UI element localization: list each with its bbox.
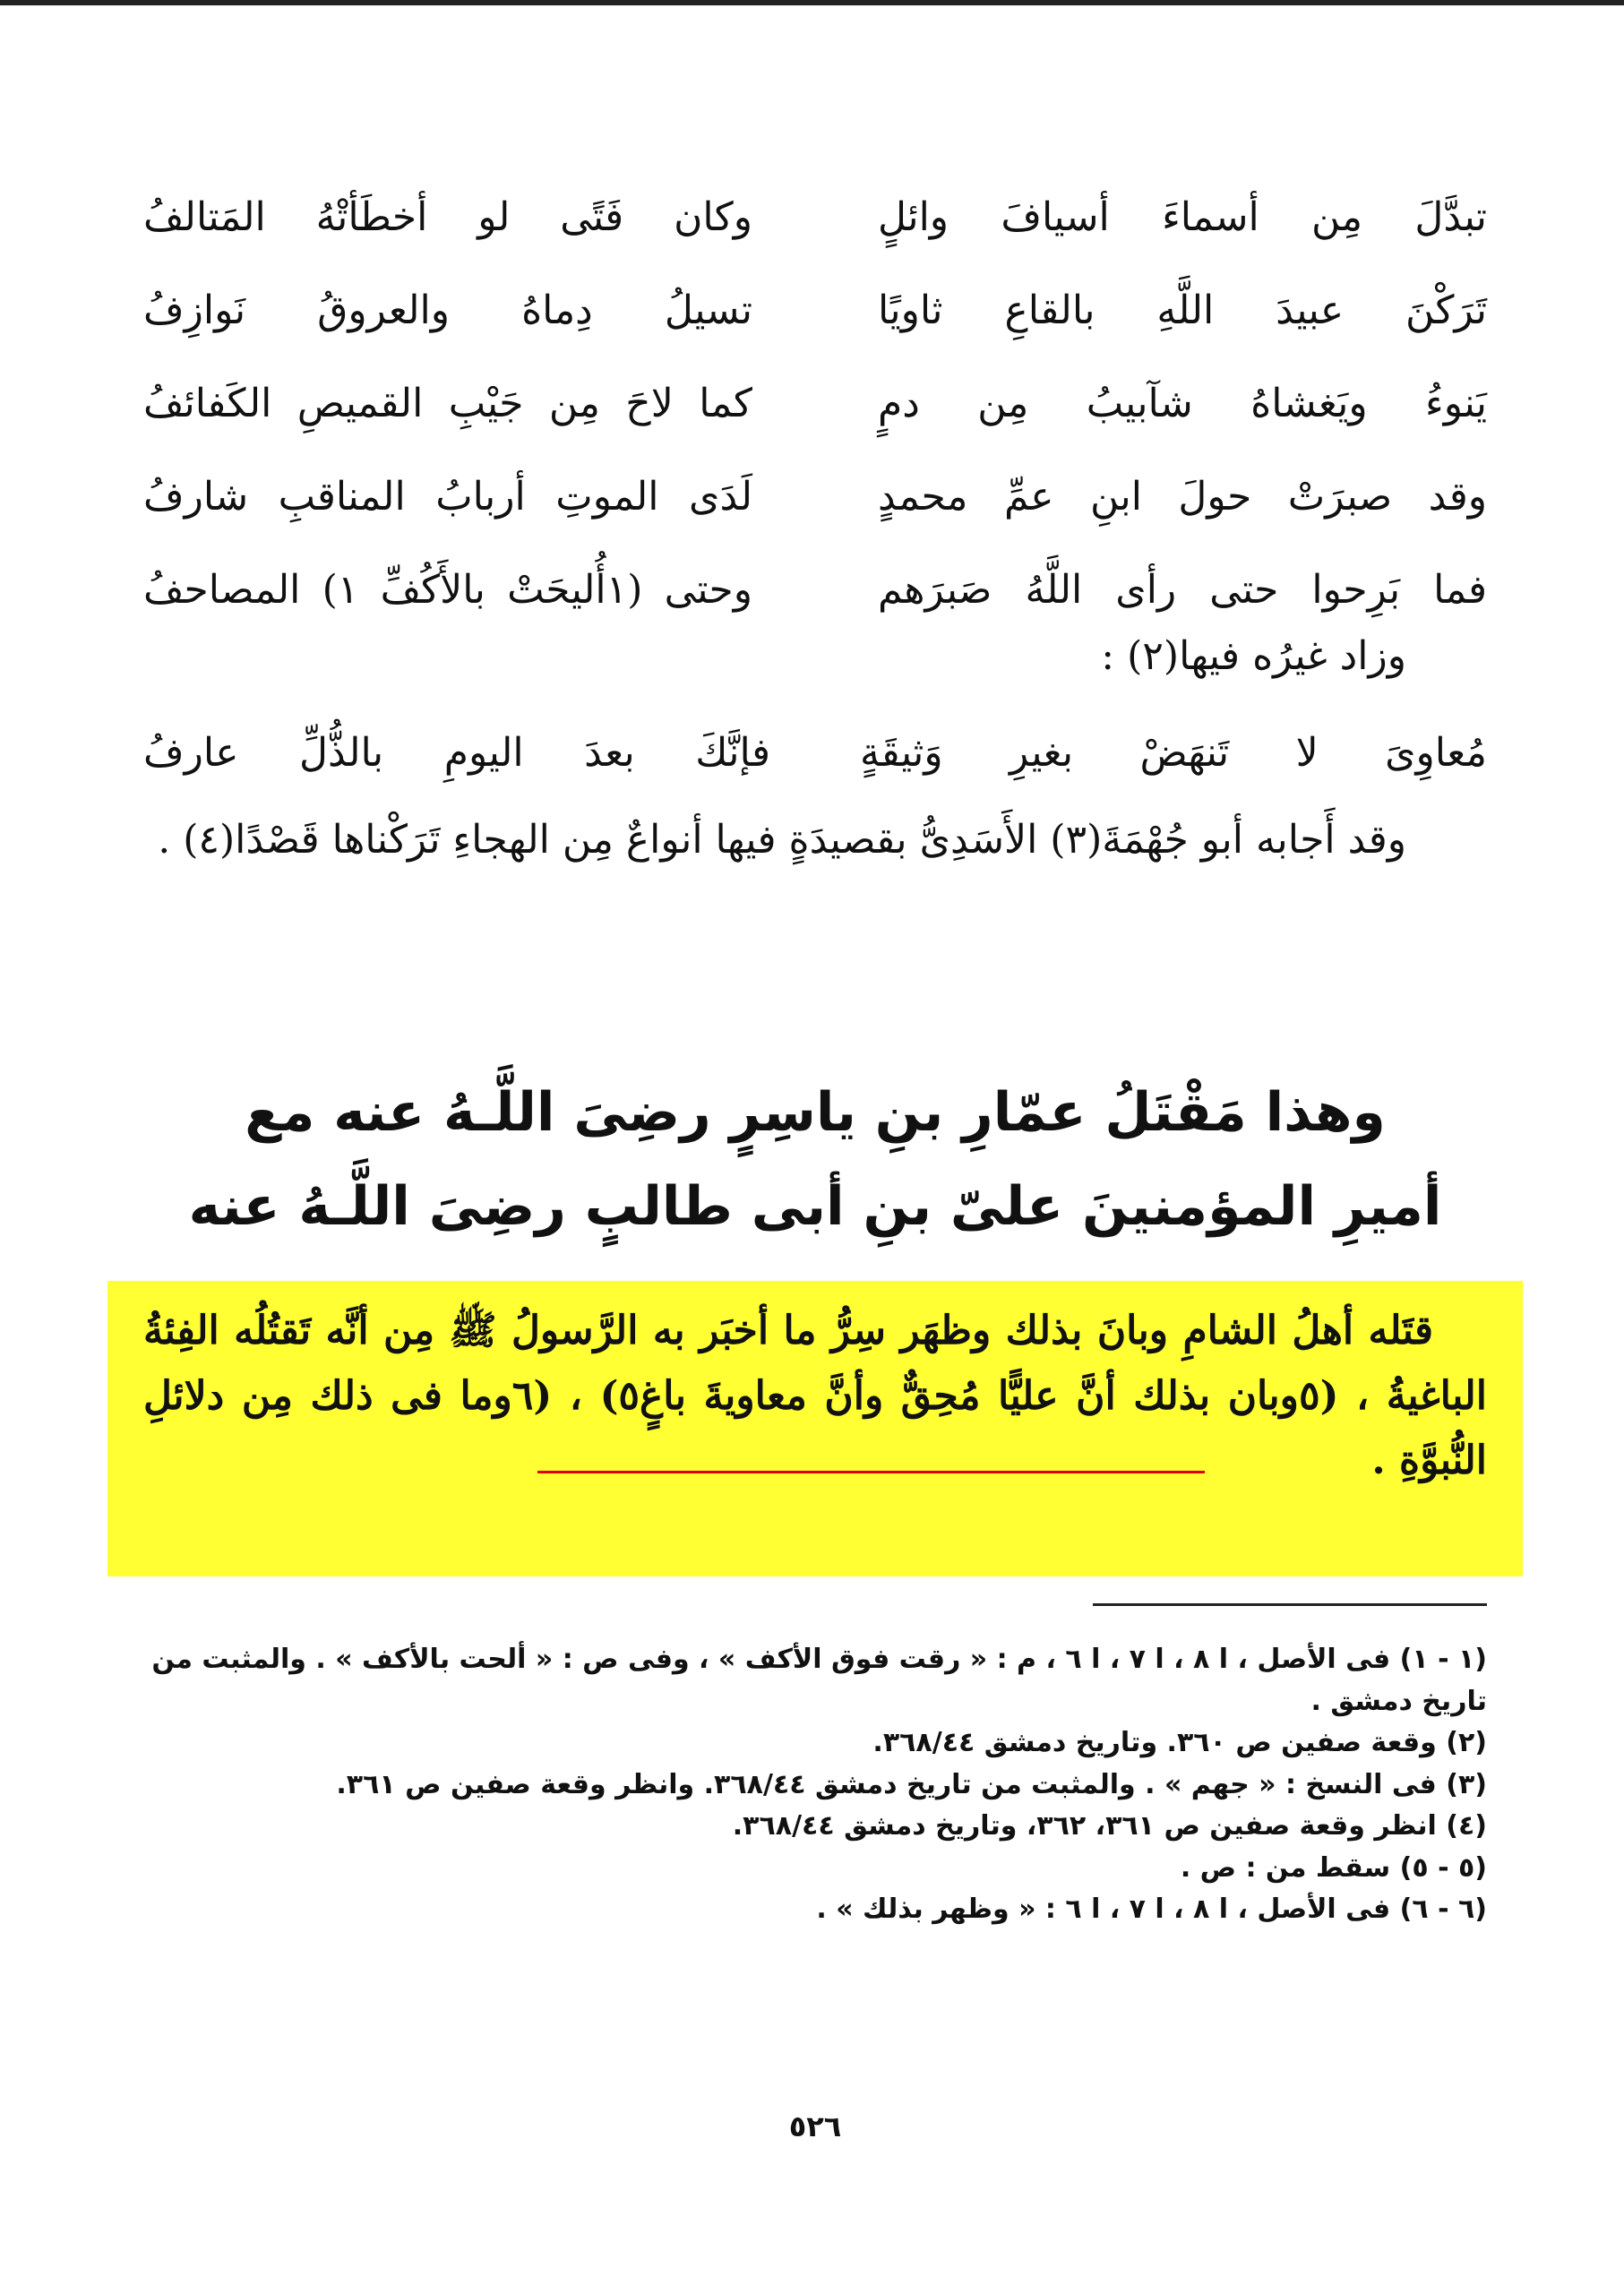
highlighted-passage — [107, 1281, 1523, 1576]
footnotes — [143, 1639, 1487, 1931]
verse-first-hemistich: فما بَرِحوا حتى رأى اللَّهُ صَبرَهم — [878, 566, 1487, 613]
page-number: ٥٢٦ — [788, 2109, 842, 2143]
verse-first-hemistich: تَرَكْنَ عبيدَ اللَّهِ بالقاعِ ثاويًا — [878, 287, 1487, 333]
book-page — [143, 0, 1487, 2293]
verse-first-hemistich: تبدَّلَ مِن أسماءَ أسيافَ وائلٍ — [878, 193, 1487, 240]
prose-paragraph: وقد أَجابه أبو جُهْمَةَ(٣) الأَسَدِىُّ بقصيدَةٍ فيها أنواعٌ مِن الهجاءِ تَرَكْناها قَصْدًا(٤) . — [158, 817, 1406, 863]
footnote: (٢) وقعة صفين ص ٣٦٠. وتاريخ دمشق ٣٦٨/٤٤. — [872, 1727, 1487, 1758]
verse-row — [143, 170, 1487, 263]
section-heading — [143, 1066, 1487, 1254]
prose-intro-line: وزاد غيرُه فيها(٢) : — [1101, 633, 1406, 679]
single-verse-row — [143, 730, 1487, 776]
verse-second-hemistich: وكان فَتًى لو أخطَأتْهُ المَتالفُ — [143, 193, 752, 240]
verse-row — [143, 543, 1487, 636]
verse-second-hemistich: كما لاحَ مِن جَيْبِ القميصِ الكَفائفُ — [143, 380, 752, 426]
poem-verses — [143, 170, 1487, 636]
verse-row — [143, 356, 1487, 450]
footnote-separator — [1093, 1603, 1487, 1606]
verse-second-hemistich: وحتى (١أُليحَتْ بالأَكُفِّ ١) المصاحفُ — [143, 566, 753, 613]
verse-second-hemistich: تسيلُ دِماهُ والعروقُ نَوازِفُ — [143, 287, 752, 333]
verse-first-hemistich: مُعاوِىَ لا تَنهَضْ بغيرِ وَثيقَةٍ — [860, 730, 1487, 776]
footnote: (١ - ١) فى الأصل ، ا ٨ ، ا ٧ ، ا ٦ ، م : « رقت فوق الأكف » ، وفى ص : « ألحت بالأكف » . والمثبت من تاريخ دمشق . — [151, 1644, 1487, 1717]
verse-row — [143, 450, 1487, 543]
footnote: (٥ - ٥) سقط من : ص . — [1180, 1851, 1487, 1884]
verse-row — [143, 263, 1487, 356]
verse-first-hemistich: يَنوءُ ويَغشاهُ شآبيبُ مِن دمٍ — [878, 380, 1487, 426]
red-underline-annotation — [537, 1471, 1205, 1473]
heading-line-2: أميرِ المؤمنينَ علىّ بنِ أبى طالبٍ رضِىَ اللَّـهُ عنه — [188, 1175, 1442, 1238]
footnote: (٤) انظر وقعة صفين ص ٣٦١، ٣٦٢، وتاريخ دمشق ٣٦٨/٤٤. — [732, 1810, 1487, 1842]
verse-second-hemistich: لَدَى الموتِ أربابُ المناقبِ شارفُ — [143, 473, 752, 520]
footnote: (٦ - ٦) فى الأصل ، ا ٨ ، ا ٧ ، ا ٦ : « وظهر بذلك » . — [816, 1894, 1487, 1925]
verse-first-hemistich: وقد صبرَتْ حولَ ابنِ عمِّ محمدٍ — [878, 473, 1487, 520]
verse-second-hemistich: فإنَّكَ بعدَ اليومِ بالذُّلِّ عارفُ — [143, 730, 770, 776]
footnote: (٣) فى النسخ : « جهم » . والمثبت من تاريخ دمشق ٣٦٨/٤٤. وانظر وقعة صفين ص ٣٦١. — [336, 1768, 1487, 1800]
highlighted-text: قتَله أهلُ الشامِ وبانَ بذلك وظهَر سِرُّ ما أخبَر به الرَّسولُ ﷺ مِن أنَّه تَقتُلُه الفِئةُ الباغيةُ ، (٥وبان بذلك أنَّ عليًّا مُحِقٌّ وأنَّ معاويةَ باغٍ٥) ، (٦وما فى ذلك مِن دلائلِ النُّبوَّةِ . — [143, 1308, 1487, 1484]
heading-line-1: وهذا مَقْتَلُ عمّارِ بنِ ياسِرٍ رضِىَ اللَّـهُ عنه مع — [245, 1081, 1386, 1144]
